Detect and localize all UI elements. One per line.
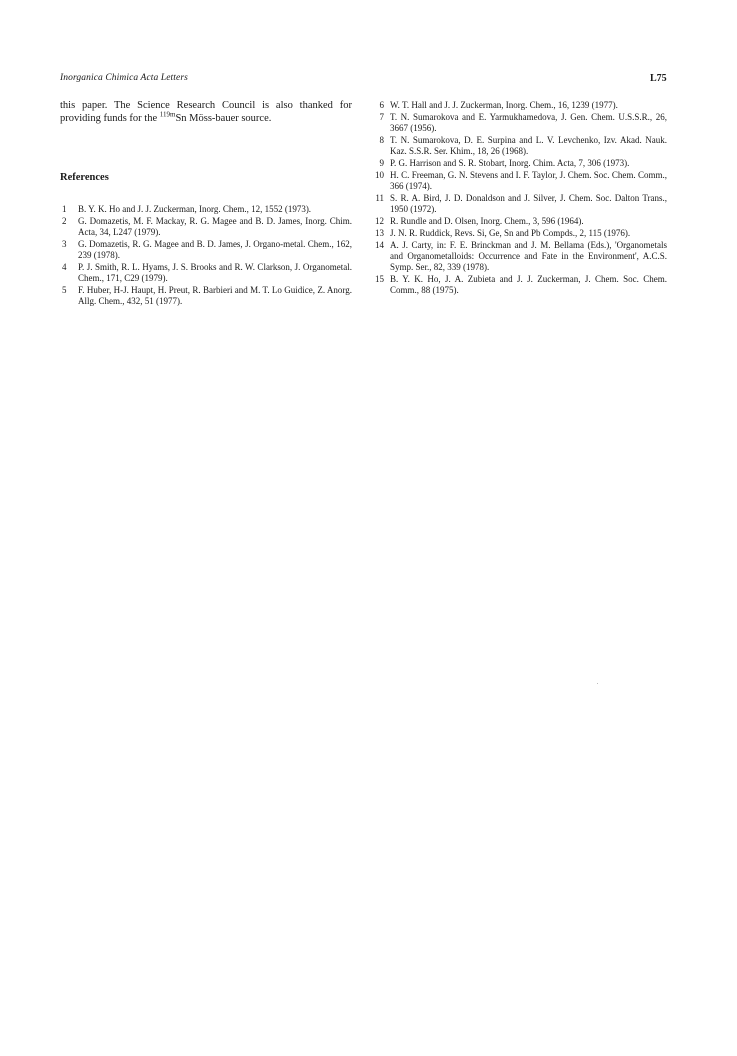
reference-number: 11 [375, 193, 384, 203]
reference-number: 5 [62, 285, 67, 295]
reference-text: H. C. Freeman, G. N. Stevens and I. F. Taylor, J. Chem. Soc. Chem. Comm., 366 (1974). [390, 170, 667, 191]
reference-item [370, 193, 667, 215]
left-column [60, 100, 352, 308]
right-column [370, 100, 667, 297]
reference-number: 1 [62, 204, 67, 214]
reference-text: R. Rundle and D. Olsen, Inorg. Chem., 3, 596 (1964). [390, 216, 584, 226]
reference-item [60, 216, 352, 238]
reference-text: G. Domazetis, M. F. Mackay, R. G. Magee and B. D. James, Inorg. Chim. Acta, 34, L247 (1979). [78, 216, 352, 237]
reference-item [60, 204, 352, 215]
reference-text: W. T. Hall and J. J. Zuckerman, Inorg. Chem., 16, 1239 (1977). [390, 100, 618, 110]
reference-text: B. Y. K. Ho, J. A. Zubieta and J. J. Zuckerman, J. Chem. Soc. Chem. Comm., 88 (1975). [390, 274, 667, 295]
reference-text: S. R. A. Bird, J. D. Donaldson and J. Silver, J. Chem. Soc. Dalton Trans., 1950 (1972). [390, 193, 667, 214]
reference-item [370, 228, 667, 239]
reference-text: B. Y. K. Ho and J. J. Zuckerman, Inorg. Chem., 12, 1552 (1973). [78, 204, 312, 214]
ack-text-end: Sn Möss-bauer source. [175, 112, 272, 124]
reference-item [370, 240, 667, 273]
reference-text: F. Huber, H-J. Haupt, H. Preut, R. Barbieri and M. T. Lo Guidice, Z. Anorg. Allg. Chem., 432, 51 (1977). [78, 285, 352, 306]
reference-item [370, 135, 667, 157]
reference-text: G. Domazetis, R. G. Magee and B. D. James, J. Organo-metal. Chem., 162, 239 (1978). [78, 239, 352, 260]
reference-number: 8 [379, 135, 384, 145]
reference-list-right [370, 100, 667, 296]
reference-list-left [60, 204, 352, 307]
reference-number: 12 [375, 216, 384, 226]
reference-item [370, 112, 667, 134]
reference-text: J. N. R. Ruddick, Revs. Si, Ge, Sn and Pb Compds., 2, 115 (1976). [390, 228, 631, 238]
ack-text-start: this paper. The Science Research Council is also thanked for providing funds for the [60, 100, 352, 124]
reference-number: 7 [379, 112, 384, 122]
reference-number: 14 [375, 240, 384, 250]
reference-item [60, 285, 352, 307]
reference-number: 13 [375, 228, 384, 238]
reference-number: 4 [62, 262, 67, 272]
reference-number: 3 [62, 239, 67, 249]
reference-text: T. N. Sumarokova and E. Yarmukhamedova, J. Gen. Chem. U.S.S.R., 26, 3667 (1956). [390, 112, 667, 133]
reference-item [370, 170, 667, 192]
reference-item [60, 262, 352, 284]
acknowledgement-paragraph [60, 100, 352, 125]
references-heading: References [60, 172, 109, 183]
reference-item [370, 158, 667, 169]
reference-number: 2 [62, 216, 67, 226]
reference-number: 15 [375, 274, 384, 284]
reference-item [370, 216, 667, 227]
scan-speck [597, 683, 598, 684]
page-number: L75 [650, 73, 667, 84]
reference-text: P. G. Harrison and S. R. Stobart, Inorg. Chim. Acta, 7, 306 (1973). [390, 158, 630, 168]
reference-item [370, 100, 667, 111]
reference-item [370, 274, 667, 296]
reference-number: 9 [379, 158, 384, 168]
reference-number: 6 [379, 100, 384, 110]
reference-number: 10 [375, 170, 384, 180]
reference-text: A. J. Carty, in: F. E. Brinckman and J. M. Bellama (Eds.), 'Organometals and Organometalloids: Occurrence and Fate in the Environment', A.C.S. Symp. Ser., 82, 339 (1978). [390, 240, 667, 272]
reference-text: P. J. Smith, R. L. Hyams, J. S. Brooks and R. W. Clarkson, J. Organometal. Chem., 171, C29 (1979). [78, 262, 352, 283]
running-head: Inorganica Chimica Acta Letters [60, 73, 188, 83]
reference-text: T. N. Sumarokova, D. E. Surpina and L. V. Levchenko, Izv. Akad. Nauk. Kaz. S.S.R. Ser. Khim., 18, 26 (1968). [390, 135, 667, 156]
isotope-superscript: 119m [159, 110, 176, 118]
reference-item [60, 239, 352, 261]
